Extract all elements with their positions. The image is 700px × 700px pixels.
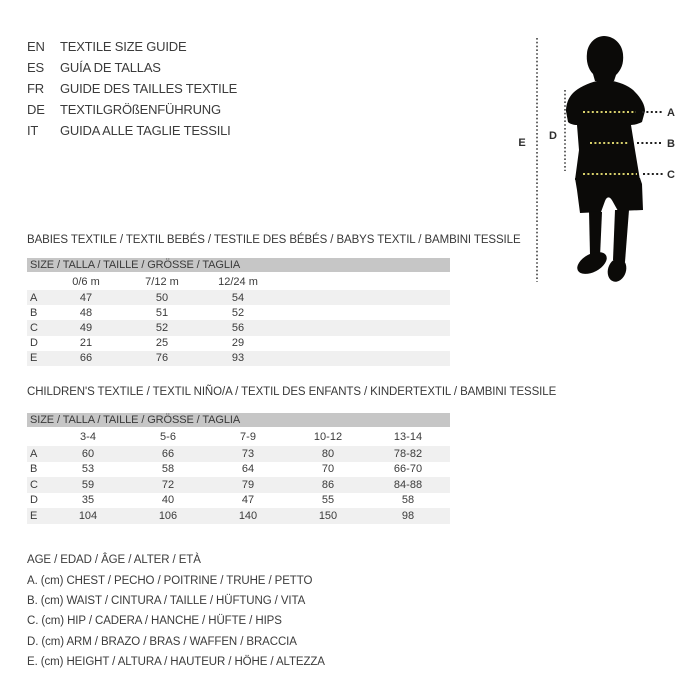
legend-line-waist: B. (cm) WAIST / CINTURA / TAILLE / HÜFTUNG / VITA bbox=[27, 594, 306, 607]
lang-code: EN bbox=[27, 39, 45, 54]
table-row bbox=[27, 336, 450, 351]
value-cell: 59 bbox=[81, 478, 95, 491]
row-label: C bbox=[30, 478, 38, 491]
table-row bbox=[27, 351, 450, 366]
lang-row-fr bbox=[27, 78, 237, 99]
lang-title: GUIDE DES TAILLES TEXTILE bbox=[60, 81, 238, 96]
lang-title: TEXTILE SIZE GUIDE bbox=[60, 39, 187, 54]
value-cell: 52 bbox=[155, 321, 169, 334]
measurement-legend bbox=[27, 550, 325, 672]
label-c: C bbox=[667, 169, 675, 181]
value-cell: 48 bbox=[79, 306, 93, 319]
value-cell: 104 bbox=[78, 509, 98, 522]
value-cell: 66 bbox=[161, 447, 175, 460]
label-e: E bbox=[518, 137, 526, 149]
value-cell: 52 bbox=[231, 306, 245, 319]
value-cell: 80 bbox=[321, 447, 335, 460]
value-cell: 21 bbox=[79, 337, 93, 350]
value-cell: 66-70 bbox=[393, 463, 423, 476]
column-header: 7/12 m bbox=[145, 275, 179, 288]
value-cell: 79 bbox=[241, 478, 255, 491]
value-cell: 40 bbox=[161, 494, 175, 507]
lang-code: ES bbox=[27, 60, 44, 75]
value-cell: 86 bbox=[321, 478, 335, 491]
lang-title: GUÍA DE TALLAS bbox=[60, 60, 161, 75]
row-label: A bbox=[30, 447, 38, 460]
value-cell: 150 bbox=[318, 509, 338, 522]
value-cell: 72 bbox=[161, 478, 175, 491]
value-cell: 58 bbox=[161, 463, 175, 476]
value-cell: 47 bbox=[241, 494, 255, 507]
value-cell: 51 bbox=[155, 306, 169, 319]
column-header: 3-4 bbox=[80, 430, 96, 443]
lang-code: IT bbox=[27, 123, 39, 138]
value-cell: 93 bbox=[231, 352, 245, 365]
child-silhouette-diagram bbox=[500, 20, 700, 290]
value-cell: 66 bbox=[79, 352, 93, 365]
lang-code: DE bbox=[27, 102, 45, 117]
legend-line-height: E. (cm) HEIGHT / ALTURA / HAUTEUR / HÖHE / ALTEZZA bbox=[27, 656, 325, 669]
babies-size-header-bar: SIZE / TALLA / TAILLE / GRÖSSE / TAGLIA bbox=[27, 258, 450, 272]
value-cell: 70 bbox=[321, 463, 335, 476]
value-cell: 78-82 bbox=[393, 447, 423, 460]
value-cell: 106 bbox=[158, 509, 178, 522]
language-title-list bbox=[27, 36, 237, 141]
row-label: E bbox=[30, 352, 38, 365]
label-b: B bbox=[667, 138, 675, 150]
value-cell: 84-88 bbox=[393, 478, 423, 491]
child-silhouette bbox=[566, 36, 645, 284]
children-column-header-row bbox=[27, 427, 450, 446]
legend-line-arm: D. (cm) ARM / BRAZO / BRAS / WAFFEN / BRACCIA bbox=[27, 635, 297, 648]
babies-size-table bbox=[27, 273, 450, 366]
label-d: D bbox=[549, 130, 557, 142]
value-cell: 50 bbox=[155, 291, 169, 304]
column-header: 12/24 m bbox=[218, 275, 258, 288]
legend-line-chest: A. (cm) CHEST / PECHO / POITRINE / TRUHE / PETTO bbox=[27, 574, 313, 587]
lang-row-it bbox=[27, 120, 237, 141]
value-cell: 58 bbox=[401, 494, 415, 507]
row-label: B bbox=[30, 306, 38, 319]
value-cell: 60 bbox=[81, 447, 95, 460]
table-row bbox=[27, 493, 450, 509]
legend-line-age: AGE / EDAD / ÂGE / ALTER / ETÀ bbox=[27, 554, 201, 567]
value-cell: 76 bbox=[155, 352, 169, 365]
value-cell: 29 bbox=[231, 337, 245, 350]
table-row bbox=[27, 508, 450, 524]
lang-title: TEXTILGRÖßENFÜHRUNG bbox=[60, 102, 221, 117]
row-label: B bbox=[30, 463, 38, 476]
table-row bbox=[27, 477, 450, 493]
value-cell: 73 bbox=[241, 447, 255, 460]
row-label: D bbox=[30, 494, 38, 507]
babies-section-title: BABIES TEXTILE / TEXTIL BEBÉS / TESTILE DES BÉBÉS / BABYS TEXTIL / BAMBINI TESSILE bbox=[27, 234, 521, 246]
row-label: E bbox=[30, 509, 38, 522]
value-cell: 53 bbox=[81, 463, 95, 476]
value-cell: 64 bbox=[241, 463, 255, 476]
column-header: 0/6 m bbox=[72, 275, 100, 288]
lang-row-es bbox=[27, 57, 237, 78]
babies-column-header-row bbox=[27, 273, 450, 290]
row-label: A bbox=[30, 291, 38, 304]
lang-title: GUIDA ALLE TAGLIE TESSILI bbox=[60, 123, 231, 138]
value-cell: 56 bbox=[231, 321, 245, 334]
value-cell: 54 bbox=[231, 291, 245, 304]
value-cell: 55 bbox=[321, 494, 335, 507]
lang-row-de bbox=[27, 99, 237, 120]
babies-table-body bbox=[27, 290, 450, 366]
table-row bbox=[27, 462, 450, 478]
children-section-title: CHILDREN'S TEXTILE / TEXTIL NIÑO/A / TEXTIL DES ENFANTS / KINDERTEXTIL / BAMBINI TESSILE bbox=[27, 386, 557, 398]
column-header: 7-9 bbox=[240, 430, 256, 443]
measurement-figure bbox=[500, 20, 700, 290]
lang-row-en bbox=[27, 36, 237, 57]
value-cell: 49 bbox=[79, 321, 93, 334]
value-cell: 35 bbox=[81, 494, 95, 507]
table-row bbox=[27, 320, 450, 335]
row-label: C bbox=[30, 321, 38, 334]
value-cell: 25 bbox=[155, 337, 169, 350]
row-label: D bbox=[30, 337, 38, 350]
column-header: 13-14 bbox=[393, 430, 423, 443]
value-cell: 140 bbox=[238, 509, 258, 522]
label-a: A bbox=[667, 107, 675, 119]
value-cell: 47 bbox=[79, 291, 93, 304]
table-row bbox=[27, 290, 450, 305]
children-table-body bbox=[27, 446, 450, 524]
value-cell: 98 bbox=[401, 509, 415, 522]
children-size-table bbox=[27, 427, 450, 524]
lang-code: FR bbox=[27, 81, 44, 96]
column-header: 5-6 bbox=[160, 430, 176, 443]
table-row bbox=[27, 446, 450, 462]
table-row bbox=[27, 305, 450, 320]
children-size-header-bar: SIZE / TALLA / TAILLE / GRÖSSE / TAGLIA bbox=[27, 413, 450, 427]
column-header: 10-12 bbox=[313, 430, 343, 443]
legend-line-hip: C. (cm) HIP / CADERA / HANCHE / HÜFTE / HIPS bbox=[27, 615, 282, 628]
